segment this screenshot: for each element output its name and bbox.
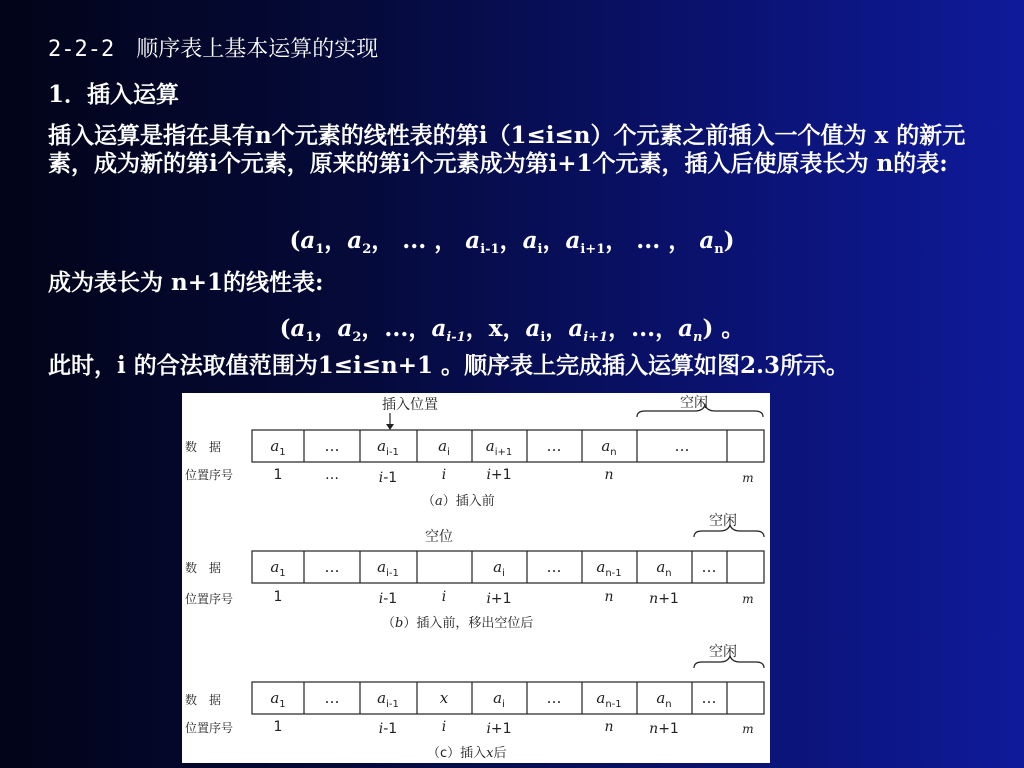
row-a-data-label: 数 据: [185, 440, 222, 454]
index-i: i: [441, 589, 447, 605]
label-insert-position: 插入位置: [382, 397, 438, 413]
cell-an: $a_n$: [656, 689, 672, 710]
index-i-1: i-1: [378, 721, 398, 737]
cell-an-1: $a_{n-1}$: [596, 689, 622, 710]
row-a-index-label: 位置序号: [185, 468, 234, 482]
label-empty-slot: 空位: [425, 529, 453, 545]
index-n: n: [604, 719, 614, 735]
index-n+1: n+1: [649, 591, 679, 607]
cell-a1: $a_1$: [270, 437, 286, 458]
row-b-index-label: 位置序号: [185, 592, 234, 606]
cell-an: $a_n$: [656, 558, 672, 579]
label-free-c: 空闲: [709, 644, 737, 660]
index-n+1: n+1: [649, 721, 679, 737]
cell-dots: …: [701, 689, 717, 707]
row-c-data-label: 数 据: [185, 693, 222, 707]
page-title: 2-2-2 顺序表上基本运算的实现: [48, 37, 379, 62]
cell-ai: $a_i$: [493, 558, 505, 579]
cell-dots: …: [324, 558, 340, 576]
section-heading: 1．插入运算: [48, 81, 180, 108]
row-b-data-label: 数 据: [185, 561, 222, 575]
cell-dots: …: [674, 437, 690, 455]
index-i-1: i-1: [378, 470, 398, 486]
caption-b: （b）插入前，移出空位后: [382, 616, 534, 631]
figure-insertion-diagram: [182, 393, 770, 763]
cell-x: x: [439, 689, 449, 707]
cell-dots: …: [546, 437, 562, 455]
caption-a: （a）插入前: [422, 494, 495, 509]
cell-an-1: $a_{n-1}$: [596, 558, 622, 579]
paragraph-new-length: 成为表长为 n+1的线性表:: [48, 269, 324, 296]
index-m: m: [742, 471, 754, 485]
label-free-b: 空闲: [709, 513, 737, 529]
cell-ai+1: $a_{i+1}$: [485, 437, 513, 458]
index-1: 1: [273, 589, 283, 605]
index-i: i: [441, 719, 447, 735]
index-dots: …: [325, 467, 339, 483]
row-c-index-label: 位置序号: [185, 721, 234, 735]
cell-dots: …: [546, 558, 562, 576]
cell-dots: …: [324, 689, 340, 707]
cell-dots: …: [324, 437, 340, 455]
paragraph-insert-definition: 插入运算是指在具有n个元素的线性表的第i（1≤i≤n）个元素之前插入一个值为 x 的新元素，成为新的第i个元素，原来的第i个元素成为第i+1个元素，插入后使原表长为 n的表:: [48, 122, 966, 177]
cell-a1: $a_1$: [270, 689, 286, 710]
cell-a1: $a_1$: [270, 558, 286, 579]
index-i-1: i-1: [378, 591, 398, 607]
index-m: m: [742, 722, 754, 736]
cell-ai-1: $a_{i-1}$: [377, 558, 399, 579]
index-1: 1: [273, 467, 283, 483]
index-i+1: i+1: [486, 721, 512, 737]
paragraph-valid-range: 此时，i 的合法取值范围为1≤i≤n+1 。顺序表上完成插入运算如图2.3所示。: [48, 352, 850, 379]
cell-dots: …: [701, 558, 717, 576]
cell-an: $a_n$: [601, 437, 617, 458]
index-i+1: i+1: [486, 591, 512, 607]
cell-ai-1: $a_{i-1}$: [377, 689, 399, 710]
index-i+1: i+1: [486, 467, 512, 483]
index-n: n: [604, 589, 614, 605]
formula-new-list: ($a_1$，$a_2$，...，$a_{i-1}$，x，$a_i$，$a_{i+1}$，...，$a_n$) 。: [279, 315, 745, 345]
cell-ai: $a_i$: [438, 437, 450, 458]
formula-original-list: ($a_1$，$a_2$， ... ， $a_{i-1}$，$a_i$，$a_{i+1}$， ... ， $a_n$): [289, 227, 735, 257]
arrow-down-icon: [386, 424, 394, 430]
cell-ai-1: $a_{i-1}$: [377, 437, 399, 458]
index-1: 1: [273, 719, 283, 735]
cell-ai: $a_i$: [493, 689, 505, 710]
caption-c: （c）插入x后: [427, 746, 507, 761]
cell-dots: …: [546, 689, 562, 707]
index-m: m: [742, 592, 754, 606]
label-free-a: 空闲: [680, 395, 708, 411]
index-i: i: [441, 467, 447, 483]
index-n: n: [604, 467, 614, 483]
